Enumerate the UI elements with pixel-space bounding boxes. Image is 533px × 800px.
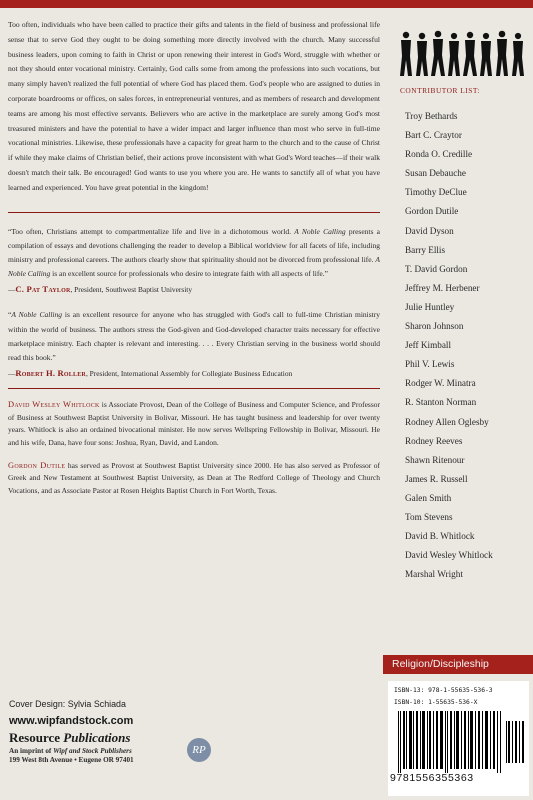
contributor-list-heading: CONTRIBUTOR LIST: bbox=[400, 86, 481, 95]
right-column bbox=[398, 30, 528, 584]
cover-design-credit: Cover Design: Sylvia Schiada bbox=[9, 699, 126, 709]
contributor-list bbox=[405, 107, 528, 584]
contributor-name: Tom Stevens bbox=[405, 511, 453, 522]
contributor-name: Sharon Johnson bbox=[405, 321, 464, 332]
publisher-logo: RP bbox=[187, 738, 211, 762]
publisher-address: 199 West 8th Avenue • Eugene OR 97401 bbox=[9, 756, 134, 764]
contributor-name: Galen Smith bbox=[405, 492, 452, 503]
contributor-name: Julie Huntley bbox=[405, 301, 455, 312]
contributor-name: Troy Bethards bbox=[405, 111, 458, 121]
contributor-name: David Wesley Whitlock bbox=[405, 550, 493, 561]
contributor-name: Rodney Allen Oglesby bbox=[405, 416, 489, 427]
contributor-name: Timothy DeClue bbox=[405, 187, 467, 198]
top-accent-bar bbox=[0, 0, 533, 8]
contributor-name: Jeffrey M. Herbener bbox=[405, 282, 480, 293]
price-addon-barcode-icon bbox=[506, 721, 526, 763]
contributor-name: Phil V. Lewis bbox=[405, 359, 455, 370]
contributor-name: David Dyson bbox=[405, 225, 454, 236]
publisher-imprint: An imprint of Wipf and Stock Publishers bbox=[9, 747, 132, 755]
publisher-website: www.wipfandstock.com bbox=[9, 715, 134, 727]
endorsement-quote-1: “Too often, Christians attempt to compartmentalize life and live in a dichotomous world. A Noble Calling presents a compilation of essays and devotions challenging the reader to develop a Biblical worldview for all facets of life, including ministry and professional careers. The authors clearly show that spirituality should not be divorced from professional life. A Noble Calling is an excellent source for professionals who desire to integrate faith with all aspects of life.” —C. Pat Taylor, President, Southwest Baptist University bbox=[8, 226, 381, 295]
contributor-name: David B. Whitlock bbox=[405, 531, 475, 542]
quote-1-attribution: —C. Pat Taylor, President, Southwest Baptist University bbox=[8, 284, 193, 295]
contributor-name: Barry Ellis bbox=[405, 244, 446, 255]
quote-2-attribution: —Robert H. Roller, President, International Assembly for Collegiate Business Education bbox=[8, 368, 293, 379]
contributor-name: Shawn Ritenour bbox=[405, 454, 465, 465]
author-bio-dutile: Gordon Dutile has served as Provost at Southwest Baptist University since 2000. He has also served as Professor of Greek and New Testament at Southwest Baptist University, as Dean at The Redford College of Theology and Church Vocations, and as Associate Pastor at Rosen Heights Baptist Church in Fort Worth, Texas. bbox=[8, 460, 380, 495]
contributor-name: T. David Gordon bbox=[405, 263, 468, 274]
category-banner: Religion/Discipleship bbox=[383, 655, 533, 674]
publisher-name: Resource Publications bbox=[9, 730, 131, 745]
isbn-13: ISBN-13: 978-1-55635-536-3 bbox=[394, 687, 493, 694]
isbn-10: ISBN-10: 1-55635-536-X bbox=[394, 699, 478, 706]
contributor-name: Susan Debauche bbox=[405, 168, 466, 179]
contributor-name: Bart C. Craytor bbox=[405, 130, 462, 141]
barcode-icon bbox=[398, 711, 503, 773]
divider-1 bbox=[8, 212, 380, 213]
contributor-name: Rodney Reeves bbox=[405, 435, 463, 446]
endorsement-quote-2: “A Noble Calling is an excellent resource for anyone who has struggled with God's call to full-time Christian ministry within the world of business. The authors stress the God-given and God-developed character traits necessary for effective marketplace ministry. Each chapter is relevant and interesting. . . . Every Christian serving in the business world should read this book.” —Robert H. Roller, President, International Assembly for Collegiate Business Education bbox=[8, 310, 381, 379]
contributor-name: Rodger W. Minatra bbox=[405, 378, 476, 389]
intro-paragraph: Too often, individuals who have been called to practice their gifts and talents in the field of business and professional life sense that to serve God they ought to be doing something more directly involved with the church. Many successful business leaders, upon coming to faith in Christ or upon renewing their interest in God's Word, struggle with whether or not they should enter vocational ministry. Certainly, God calls some from among the professions into such vocations, but many simply haven't realized the full potential of where God has placed them. God's people who are assigned to duties in corporate boardrooms or offices, on sales forces, in entrepreneurial ventures, and as members of research and development teams are among his most effective servants. Believers who are active in the marketplace are surely among God's most treasured ministers and have the potential to have a wider impact and larger influence than most who serve in full-time vocational ministries. Likewise, these professionals have a capacity for great harm to the church and to the cause of Christ if while they make claims of Christian belief, their actions prove inconsistent with what God's Word teaches—if their walk doesn't match their talk. Be encouraged! God wants to use you where you are. He wants to sanctify all of what you have learned and experienced. You have great potential in the kingdom! bbox=[8, 20, 380, 192]
left-column bbox=[8, 18, 380, 497]
publisher-footer bbox=[9, 699, 309, 765]
contributor-name: R. Stanton Norman bbox=[405, 397, 477, 408]
author-bio-whitlock: David Wesley Whitlock is Associate Provost, Dean of the College of Business and Computer Science, and Professor of Business at Southwest Baptist University in Bolivar, Missouri. He has taught business and leadership for over twenty years. Whitlock is also an ordained bivocational minister. He now serves Wellspring Fellowship in Bolivar, Missouri. He and his wife, Dana, have four sons: Joshua, Ryan, David, and Landon. bbox=[8, 400, 381, 447]
contributor-name: James R. Russell bbox=[405, 473, 468, 484]
contributor-name: Gordon Dutile bbox=[405, 206, 459, 217]
contributor-name: Marshal Wright bbox=[405, 569, 463, 580]
contributor-name: Ronda O. Credille bbox=[405, 149, 473, 160]
contributor-name: Jeff Kimball bbox=[405, 340, 452, 351]
divider-2 bbox=[8, 388, 380, 389]
barcode-box bbox=[388, 681, 529, 796]
barcode-digits: 9781556355363 bbox=[390, 772, 474, 784]
businesspeople-silhouettes-icon bbox=[398, 30, 530, 78]
